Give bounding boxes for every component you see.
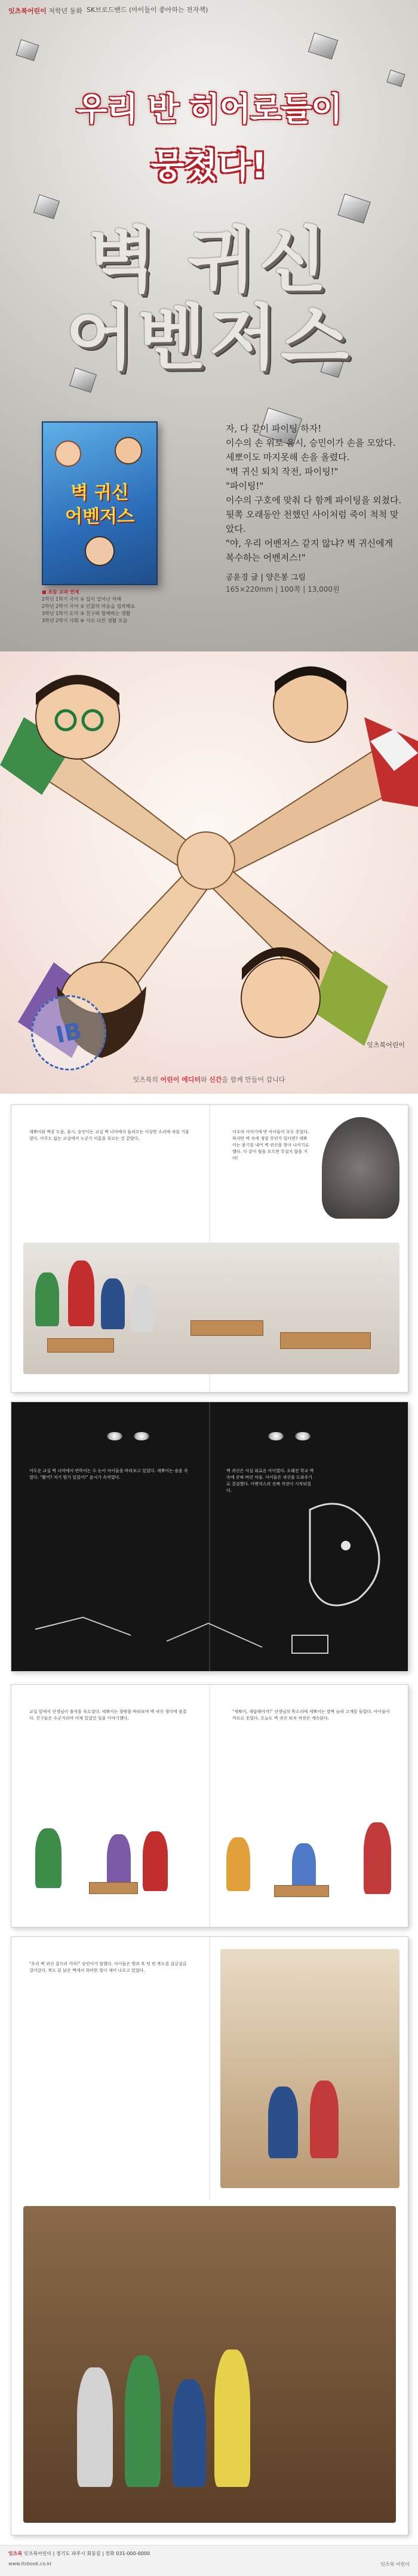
page-footer: [0, 2545, 418, 2576]
itsbook-stamp: IB: [24, 988, 113, 1077]
student-figure: [131, 1284, 153, 1332]
book-title-line-1: 벽 귀신: [87, 219, 331, 301]
book-cover: [42, 421, 158, 585]
caption-text: 와: [201, 1076, 210, 1084]
illustration-caption: [0, 1075, 418, 1084]
chalk-doodles: [11, 1402, 408, 1671]
cover-character: [85, 536, 115, 566]
preview-spread: [11, 1684, 408, 1928]
desk: [280, 1332, 371, 1349]
student-figure: [143, 1831, 168, 1891]
footer-website[interactable]: www.itsbook.co.kr: [8, 2561, 52, 2566]
spread-text-right: "세뽀이, 대답해야지!" 선생님의 목소리에 세뽀이는 깜짝 놀라 고개를 들었다. 아이들이 까르르 웃었다. 오늘도 벽 귀신 퇴치 작전은 계속된다.: [232, 1709, 390, 1721]
spread-text-left: 어두운 교실 벽 너머에서 번뜩이는 두 눈이 아이들을 바라보고 있었다. 세뽀이는 숨을 죽였다. "봤어? 저기 뭔가 있었어!" 윤시가 속삭였다.: [29, 1468, 188, 1480]
desk: [190, 1320, 263, 1336]
author-credits: 공윤경 글 | 양은봉 그림: [226, 573, 306, 582]
caption-highlight: 어린이 에디터: [160, 1076, 201, 1084]
curriculum-line: 3학년 1학기 도덕 ③ 친구와 함께하는 생활: [42, 611, 131, 616]
footer-label: 잇츠북 어린이: [380, 2562, 410, 2567]
book-title-line-2: 어벤저스: [66, 296, 352, 379]
team-illustration: [0, 651, 418, 1094]
student-figure: [35, 1828, 62, 1888]
book-blurb: [226, 421, 405, 565]
curriculum-info: [42, 589, 191, 625]
student-figure: [310, 2081, 339, 2158]
blurb-line: 이수의 손 위로 윤시, 승민이가 손을 모았다.: [226, 438, 396, 448]
rock-decoration: [308, 32, 338, 59]
hero-section: [0, 0, 418, 651]
student-figure: [173, 2379, 206, 2487]
partner-logo: [87, 5, 208, 14]
teacher-figure: [364, 1822, 391, 1894]
student-figure: [35, 1272, 59, 1326]
cover-title-1: 벽 귀신: [70, 482, 129, 503]
series-tag: 저학년 동화: [48, 7, 82, 15]
publisher-label: 잇츠북어린이: [367, 1041, 405, 1049]
preview-spread-dark: [11, 1402, 408, 1672]
preview-spread: [11, 1936, 408, 2535]
rock-decoration: [16, 39, 39, 62]
blurb-line: 뒷쪽 오래동안 천했던 사이처럼 죽이 척척 맞았다.: [226, 509, 399, 534]
caption-text: 을 함께 만들어 갑니다: [222, 1076, 285, 1084]
curriculum-line: 2학년 2학기 국어 ② 인물의 마음을 짐작해요: [42, 604, 136, 609]
student-figure: [77, 2367, 113, 2487]
desk: [47, 1338, 114, 1353]
spread-text-right: 벽 귀신은 사실 외로운 아이였다. 오래전 학교 벽 속에 갇혀 버린 마음. 아이들은 귀신을 도와주기로 결심했다. 어벤저스의 진짜 작전이 시작되었다.: [226, 1468, 314, 1493]
blurb-line: "야, 우리 어벤저스 같지 않냐? 벽 귀신에게: [226, 538, 394, 549]
partner-name: SK브로드밴드: [87, 6, 127, 14]
spread-text-right: 이수의 이야기에 반 아이들이 모두 웃었다. 하지만 벽 속에 정말 무언가 있다면? 세뽀이는 용기를 내어 벽 귀신을 찾아 나서기로 했다. 다 같이 힘을 모으면 무섭지 않을 거야!: [232, 1130, 309, 1161]
blurb-line: 복수하는 어벤저스!": [226, 552, 306, 563]
desk: [89, 1882, 138, 1894]
student-figure: [101, 1278, 125, 1329]
book-specs: 165×220mm | 100쪽 | 13,000원: [226, 585, 340, 593]
student-figure: [125, 2355, 161, 2487]
desk: [274, 1885, 329, 1897]
cover-character: [55, 440, 81, 467]
spread-text-left: 세뽀이와 짝꿍 도윤, 윤시, 승민이는 교실 벽 너머에서 들려오는 이상한 소리에 귀를 기울였다. 아무도 없는 교실에서 누군가 이름을 부르는 것 같았다.: [29, 1130, 189, 1141]
wall-ghost-illustration: [322, 1117, 399, 1219]
curriculum-line: 3학년 2학기 사회 ④ 서로 다른 생활 모습: [42, 618, 128, 623]
student-figure: [214, 2349, 250, 2487]
caption-text: 잇츠북의: [133, 1076, 161, 1084]
spread-text-left: "우리 벽 귀신 잡으러 가자!" 승민이가 말했다. 아이들은 방과 후 텅 빈 복도를 살금살금 걸어갔다. 복도 끝 낡은 벽에서 희미한 빛이 새어 나오고 있었다.: [29, 1962, 187, 1973]
student-figure: [68, 1261, 94, 1326]
blurb-line: 세뽀이도 마지못해 손을 올렸다.: [226, 452, 350, 463]
curriculum-line: 2학년 1학기 국어 ① 일이 일어난 차례: [42, 596, 122, 602]
partner-note: (아이들이 좋아하는 전자책): [128, 6, 208, 14]
headline-line-1: 우리 반 히어로들이: [76, 90, 342, 128]
cover-character: [115, 437, 142, 464]
series-label: [8, 6, 82, 16]
blurb-line: "벽 귀신 퇴치 작전, 파이팅!": [226, 466, 339, 477]
caption-highlight: 신간: [209, 1076, 222, 1084]
footer-info: [8, 2550, 150, 2557]
blurb-line: "파이팅!": [226, 481, 264, 491]
student-figure: [268, 2087, 298, 2158]
series-name: 잇츠북어린이: [8, 7, 47, 15]
footer-address: 잇츠북어린이 | 경기도 파주시 회동길 | 전화 031-000-0000: [23, 2551, 150, 2556]
headline-line-2: 뭉쳤다!: [150, 145, 268, 186]
spread-text-left: 교실 앞에서 선생님이 출석을 부르셨다. 세뽀이는 창밖을 바라보며 벽 귀신 생각에 잠겼다. 친구들은 수군거리며 어제 있었던 일을 이야기했다.: [29, 1709, 187, 1721]
spread-gutter: [209, 1937, 210, 2200]
student-figure: [226, 1837, 250, 1891]
curriculum-label: ■ 초등 교과 연계: [42, 589, 79, 595]
blurb-line: 이수의 구호에 맞춰 다 함께 파이팅을 외쳤다.: [226, 495, 402, 506]
preview-spread: [11, 1105, 408, 1393]
spread-gutter: [209, 1685, 210, 1927]
cover-title-2: 어벤저스: [65, 506, 134, 527]
blurb-line: 자, 다 같이 파이팅 하자!: [226, 423, 322, 434]
footer-brand: 잇츠북: [8, 2551, 23, 2556]
